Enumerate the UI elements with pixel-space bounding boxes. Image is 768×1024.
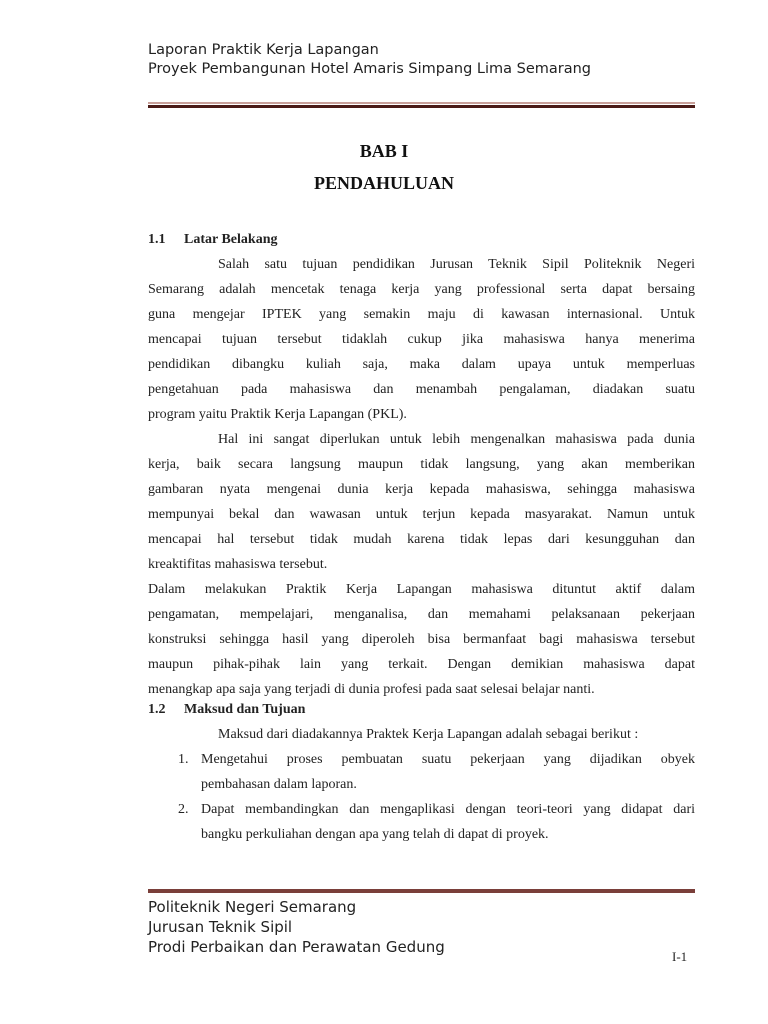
- paragraph-line: kerja, baik secara langsung maupun tidak langsung, yang akan memberikan: [148, 457, 695, 472]
- header-line-1: Laporan Praktik Kerja Lapangan: [148, 42, 379, 58]
- list-text: bangku perkuliahan dengan apa yang telah di dapat di proyek.: [201, 827, 549, 842]
- section-number: 1.2: [148, 702, 166, 717]
- paragraph-line: mempunyai bekal dan wawasan untuk terjun kepada masyarakat. Namun untuk: [148, 507, 695, 522]
- section-latar-belakang: [148, 227, 695, 702]
- paragraph-line: mencapai hal tersebut tidak mudah karena tidak lepas dari kesungguhan dan: [148, 532, 695, 547]
- footer-rule: [148, 889, 695, 893]
- section-maksud-tujuan: [148, 697, 695, 847]
- footer-line-1: Politeknik Negeri Semarang: [148, 898, 357, 916]
- section-title: Maksud dan Tujuan: [184, 702, 306, 717]
- paragraph-line: konstruksi sehingga hasil yang diperoleh bisa bermanfaat bagi mahasiswa tersebut: [148, 632, 695, 647]
- list-item-line: [148, 822, 695, 847]
- chapter-label: BAB I: [359, 141, 409, 161]
- list-text: Dapat membandingkan dan mengaplikasi dengan teori-teori yang didapat dari: [201, 802, 695, 817]
- paragraph-line: Salah satu tujuan pendidikan Jurusan Teknik Sipil Politeknik Negeri: [218, 257, 695, 272]
- page-number: I-1: [672, 949, 688, 964]
- list-text: Mengetahui proses pembuatan suatu pekerjaan yang dijadikan obyek: [201, 752, 695, 767]
- paragraph-line: maupun pihak-pihak lain yang terkait. Dengan demikian mahasiswa dapat: [148, 657, 695, 672]
- chapter-title: PENDAHULUAN: [313, 173, 454, 193]
- paragraph-line: program yaitu Praktik Kerja Lapangan (PKL).: [148, 407, 407, 422]
- section-number: 1.1: [148, 232, 166, 247]
- running-header: [148, 41, 591, 79]
- list-number: 1.: [178, 752, 189, 767]
- paragraph-line: Hal ini sangat diperlukan untuk lebih mengenalkan mahasiswa pada dunia: [218, 432, 695, 447]
- paragraph-line: gambaran nyata mengenai dunia kerja kepada mahasiswa, sehingga mahasiswa: [148, 482, 695, 497]
- footer-line-3: Prodi Perbaikan dan Perawatan Gedung: [148, 938, 445, 956]
- header-line-2: Proyek Pembangunan Hotel Amaris Simpang Lima Semarang: [148, 61, 591, 77]
- section-heading: [148, 227, 695, 252]
- list-item-line: [148, 797, 695, 822]
- paragraph-line: pengamatan, mempelajari, menganalisa, dan memahami pelaksanaan pekerjaan: [148, 607, 695, 622]
- paragraph-line: Dalam melakukan Praktik Kerja Lapangan mahasiswa dituntut aktif dalam: [148, 582, 695, 597]
- paragraph-line: menangkap apa saja yang terjadi di dunia profesi pada saat selesai belajar nanti.: [148, 682, 595, 697]
- paragraph-line: mencapai tujuan tersebut tidaklah cukup jika mahasiswa hanya menerima: [148, 332, 695, 347]
- list-text: pembahasan dalam laporan.: [201, 777, 357, 792]
- header-rule: [148, 102, 695, 108]
- list-number: 2.: [178, 802, 189, 817]
- footer-line-2: Jurusan Teknik Sipil: [148, 918, 293, 936]
- list-item-line: [148, 772, 695, 797]
- section-heading: [148, 697, 695, 722]
- paragraph-line: pengetahuan pada mahasiswa dan menambah pengalaman, diadakan suatu: [148, 382, 695, 397]
- paragraph-line: Semarang adalah mencetak tenaga kerja yang professional serta dapat bersaing: [148, 282, 695, 297]
- paragraph-line: guna mengejar IPTEK yang semakin maju di kawasan internasional. Untuk: [148, 307, 695, 322]
- running-footer: [148, 897, 445, 957]
- section-intro: Maksud dari diadakannya Praktek Kerja Lapangan adalah sebagai berikut :: [218, 727, 639, 742]
- paragraph-line: kreaktifitas mahasiswa tersebut.: [148, 557, 328, 572]
- paragraph-line: pendidikan dibangku kuliah saja, maka dalam upaya untuk memperluas: [148, 357, 695, 372]
- list-item-line: [148, 747, 695, 772]
- section-title: Latar Belakang: [184, 232, 278, 247]
